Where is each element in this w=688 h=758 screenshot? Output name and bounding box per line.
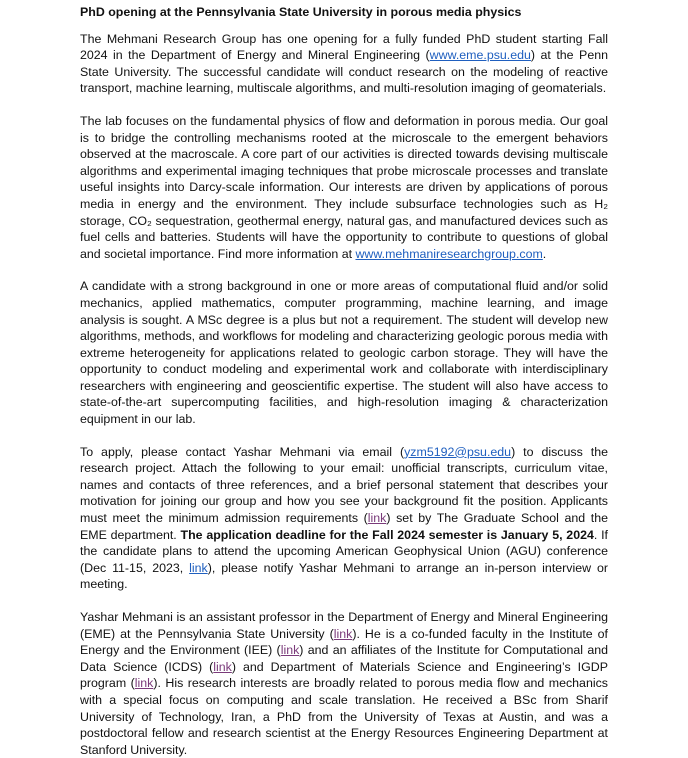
psu-faculty-link[interactable]: link [333, 626, 353, 641]
paragraph-text: ) at the Penn State University. The successful candidate will conduct research on the modeling of reactive transport, machine learning, multiscale algorithms, and multi-resolution imaging of geomaterials. [80, 48, 608, 96]
paragraph-text: ) and Department of Materials Science and Engineering’s IGDP program ( [80, 659, 608, 691]
igdp-program-link[interactable]: link [134, 676, 154, 691]
paragraph-text: ) and an affiliates of the Institute for Computational and Data Science (ICDS) ( [80, 643, 608, 674]
paragraph-text: ) set by The Graduate School and the EME department. [80, 511, 608, 542]
icds-link[interactable]: link [213, 659, 232, 674]
research-group-website-link[interactable]: www.mehmaniresearchgroup.com [355, 246, 543, 261]
paragraph-text: The lab focuses on the fundamental physics of flow and deformation in porous media. Our goal is to bridge the controlling mechanisms rooted at the microscale to the emergent behaviors observed at the macroscale. A core part of our activities is directed towards devising multiscale algorithms and experimental imaging techniques that probe microscale processes and translate useful insights into Darcy-scale information. Our interests are driven by applications of porous media in energy and the environment. They include subsurface technologies such as H₂ storage, CO₂ sequestration, geothermal energy, natural gas, and manufactured devices such as fuel cells and batteries. Students will have the opportunity to contribute to questions of global and societal importance. Find more information at [80, 113, 608, 261]
paragraph-text: . If the candidate plans to attend the upcoming American Geophysical Union (AGU) conference (Dec 11-15, 2023, [80, 527, 608, 575]
paragraph-text: ). He is a co-funded faculty in the Institute of Energy and the Environment (IEE) ( [80, 626, 609, 658]
paragraph-text: A candidate with a strong background in one or more areas of computational fluid and/or solid mechanics, applied mathematics, computer programming, machine learning, and image analysis is sought. A MSc degree is a plus but not a requirement. The student will develop new algorithms, methods, and workflows for modeling and characterizing geologic porous media with extreme heterogeneity for applications related to geologic carbon storage. They will have the opportunity to conduct modeling and experimental work and collaborate with interdisciplinary researchers with engineering and geoscientific expertise. The student will also have access to state-of-the-art supercomputing facilities, and high-resolution imaging & characterization equipment in our lab. [80, 279, 608, 427]
paragraph-lab-focus [80, 113, 608, 262]
page-title: PhD opening at the Pennsylvania State University in porous media physics [80, 5, 522, 19]
eme-website-link[interactable]: www.eme.psu.edu [429, 48, 531, 63]
agu-conference-link[interactable]: link [189, 560, 208, 575]
paragraph-text: ) to discuss the research project. Attach the following to your email: unofficial transcripts, curriculum vitae, names and contacts of three references, and a brief personal statement that describes your motivation for joining our group and how you see your background fit the position. Applicants must meet the minimum admission requirements ( [80, 444, 608, 526]
iee-link[interactable]: link [280, 643, 300, 658]
paragraph-text: The Mehmani Research Group has one opening for a fully funded PhD student starting Fall 2024 in the Department of Energy and Mineral Engineering ( [80, 31, 608, 63]
admission-requirements-link[interactable]: link [367, 511, 387, 526]
paragraph-candidate [80, 278, 608, 427]
paragraph-text: Yashar Mehmani is an assistant professor in the Department of Energy and Mineral Engineering (EME) at the Pennsylvania State University ( [80, 610, 608, 641]
application-deadline: The application deadline for the Fall 2024 semester is January 5, 2024 [180, 527, 594, 542]
paragraph-intro [80, 31, 608, 97]
paragraph-text: ). His research interests are broadly related to porous media flow and mechanics with a special focus on computing and scale translation. He received a BSc from Sharif University of Technology, Iran, a PhD from the University of Texas at Austin, and was a postdoctoral fellow and research scientist at the Energy Resources Engineering Department at Stanford University. [80, 676, 608, 757]
paragraph-apply [80, 444, 608, 593]
paragraph-text: . [542, 246, 547, 261]
contact-email-link[interactable]: yzm5192@psu.edu [404, 444, 512, 459]
paragraph-text: ), please notify Yashar Mehmani to arrange an in-person interview or meeting. [80, 560, 608, 592]
paragraph-text: To apply, please contact Yashar Mehmani via email ( [80, 444, 405, 459]
